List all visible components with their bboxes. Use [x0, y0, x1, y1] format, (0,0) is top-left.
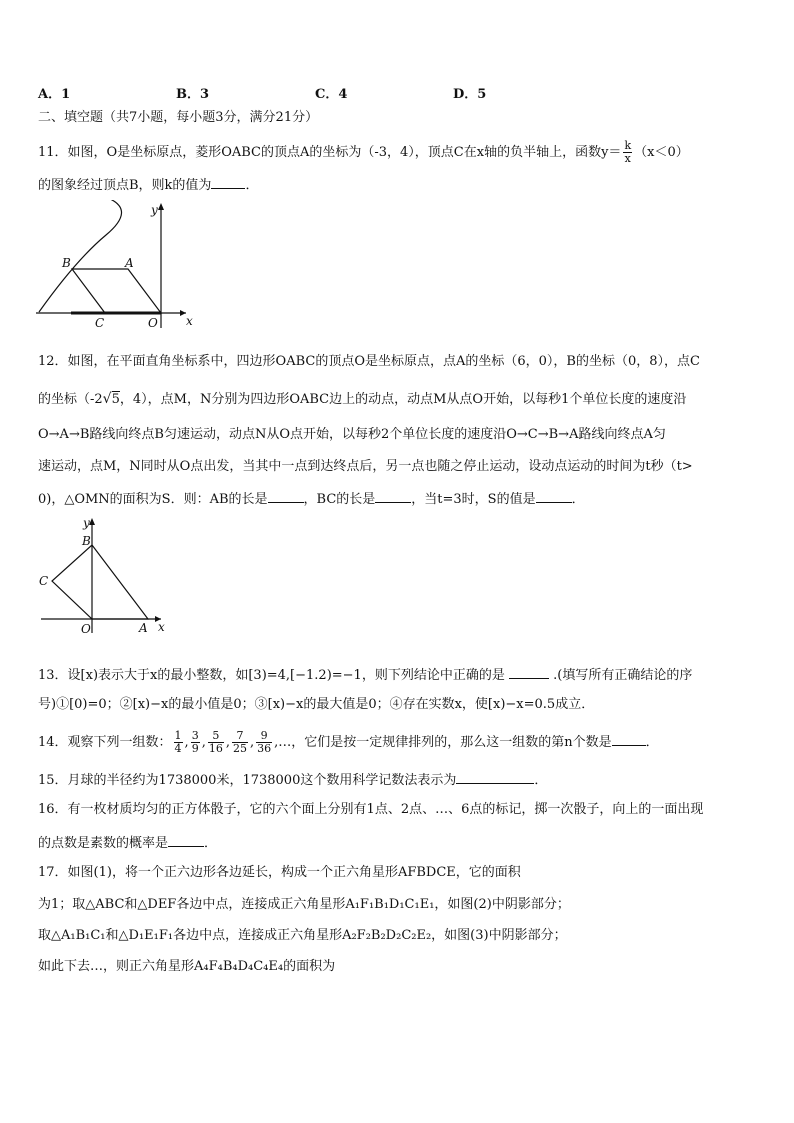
q15-answer-blank[interactable]: [456, 771, 534, 784]
choice-d: D．5: [453, 87, 487, 102]
sqrt-icon: √: [102, 391, 112, 407]
q11-y-arrow-icon: [158, 203, 164, 210]
q16-line2: [38, 834, 217, 853]
section-heading: 二、填空题（共7小题，每小题3分，满分21分）: [38, 110, 319, 125]
q12-line4: 速运动，点M，N同时从O点出发，当其中一点到达终点后，另一点也随之停止运动，设动点运动的时间为t秒（t>: [38, 459, 693, 474]
q14-frac-4: [232, 730, 248, 755]
q12-quadrilateral: [52, 545, 148, 619]
q12-figure: [36, 515, 176, 640]
q12-label-a: A: [139, 621, 148, 635]
q14-frac-4-den: 25: [232, 742, 247, 755]
q14-frac-5-den: 36: [257, 742, 272, 755]
q12-s-blank[interactable]: [536, 490, 572, 503]
q11-answer-blank[interactable]: [211, 176, 245, 189]
q11-line1: [38, 140, 689, 165]
q12-label-x: x: [158, 620, 165, 634]
q11-rhombus: [72, 269, 161, 313]
q13-text1a: 13．设[x)表示大于x的最小整数，如[3)=4,[−1.2)=−1，则下列结论中正确的是: [38, 668, 505, 683]
q11-label-x: x: [186, 314, 193, 328]
q11-frac-num: k: [624, 139, 632, 152]
q11-label-c: C: [95, 316, 105, 330]
q17-line4: 如此下去…，则正六角星形A₄F₄B₄D₄C₄E₄的面积为: [38, 959, 336, 974]
q17-line3: 取△A₁B₁C₁和△D₁E₁F₁各边中点，连接成正六角星形A₂F₂B₂D₂C₂E₂，如图(3)中阴影部分；: [38, 928, 567, 943]
choice-c: C．4: [315, 87, 348, 102]
q14-sep-1: ,: [184, 735, 189, 750]
q12-text5c: ，当t=3时，S的值是: [411, 492, 536, 507]
q16-text2b: ．: [204, 836, 218, 851]
q14-frac-1-num: 1: [174, 729, 182, 742]
q13-line2: 号)①[0)=0；②[x)−x的最小值是0；③[x)−x的最大值是0；④存在实数x，使[x)−x=0.5成立．: [38, 697, 595, 712]
q16-text2a: 的点数是素数的概率是: [38, 836, 169, 851]
q15-line: [38, 771, 547, 790]
q11-line2: [38, 176, 258, 195]
q11-frac-den: x: [624, 152, 631, 165]
q15-text-a: 15．月球的半径约为1738000米，1738000这个数用科学记数法表示为: [38, 773, 457, 788]
q11-label-a: A: [125, 256, 134, 270]
q12-text5b: ，BC的长是: [303, 492, 376, 507]
q11-label-b: B: [62, 256, 71, 270]
q16-answer-blank[interactable]: [168, 834, 204, 847]
q12-label-o: O: [81, 622, 91, 636]
q11-label-y: y: [151, 203, 158, 217]
q14-text-tail: ,…，它们是按一定规律排列的，那么这一组数的第n个数是: [274, 735, 612, 750]
q14-frac-1-den: 4: [174, 742, 182, 755]
q14-frac-2: [191, 730, 200, 755]
q12-text2b: ，4），点M，N分别为四边形OABC边上的动点，动点M从点O开始，以每秒1个单位长度的速度沿: [119, 392, 687, 407]
q11-figure: [36, 200, 196, 330]
q14-line: [38, 728, 659, 758]
q11-hyperbola: [39, 200, 122, 312]
q12-y-arrow-icon: [89, 518, 95, 525]
q12-line2: [38, 390, 686, 409]
q11-text1a: 11．如图，O是坐标原点，菱形OABC的顶点A的坐标为（-3，4），顶点C在x轴的负半轴上，函数y＝: [38, 145, 622, 160]
q14-frac-3-den: 16: [208, 742, 223, 755]
q12-text5a: 0)，△OMN的面积为S．则：AB的长是: [38, 492, 268, 507]
q14-answer-blank[interactable]: [612, 733, 646, 746]
q13-text1b: .(填写所有正确结论的序: [553, 668, 693, 683]
q12-label-c: C: [39, 574, 49, 588]
q17-line1: 17．如图(1)，将一个正六边形各边延长，构成一个正六角星形AFBDCE，它的面积: [38, 865, 521, 880]
q11-label-o: O: [148, 316, 158, 330]
q14-frac-4-num: 7: [232, 730, 248, 743]
q14-sep-2: ,: [201, 735, 206, 750]
q13-line1: [38, 666, 692, 685]
q11-text1b: （x＜0）: [634, 145, 689, 160]
q12-line1: 12．如图，在平面直角坐标系中，四边形OABC的顶点O是坐标原点，点A的坐标（6，0），B的坐标（0，8），点C: [38, 354, 700, 369]
q15-text-b: ．: [534, 773, 548, 788]
q12-bc-blank[interactable]: [375, 490, 411, 503]
q11-text2a: 的图象经过顶点B，则k的值为: [38, 178, 212, 193]
q12-text5d: ．: [571, 492, 585, 507]
q14-frac-1: [174, 730, 183, 755]
q14-frac-5-num: 9: [256, 730, 272, 743]
q14-sep-4: ,: [249, 735, 255, 750]
q13-answer-blank[interactable]: [509, 666, 549, 679]
q14-frac-2-den: 9: [191, 742, 199, 755]
q12-sqrt-value: 5: [111, 392, 120, 407]
q12-line5: [38, 490, 585, 509]
q16-line1: 16．有一枚材质均匀的正方体骰子，它的六个面上分别有1点、2点、…、6点的标记，掷一次骰子，向上的一面出现: [38, 802, 704, 817]
q12-line3: O→A→B路线向终点B匀速运动，动点N从O点开始，以每秒2个单位长度的速度沿O→C→B→A路线向终点A匀: [38, 427, 666, 442]
q12-ab-blank[interactable]: [268, 490, 304, 503]
q12-label-y: y: [83, 516, 90, 530]
q12-label-b: B: [82, 534, 91, 548]
q14-frac-5: [256, 730, 272, 755]
q11-text2b: ．: [245, 178, 259, 193]
q14-sep-3: ,: [225, 735, 230, 750]
q14-frac-3-num: 5: [208, 730, 224, 743]
q11-fraction: [623, 140, 632, 165]
q17-line2: 为1；取△ABC和△DEF各边中点，连接成正六角星形A₁F₁B₁D₁C₁E₁，如图(2)中阴影部分；: [38, 897, 570, 912]
choice-a: A．1: [38, 87, 71, 102]
q14-frac-3: [208, 730, 224, 755]
q12-text2a: 的坐标（-2: [38, 392, 103, 407]
q14-text-end: ．: [645, 735, 659, 750]
q14-frac-2-num: 3: [191, 729, 199, 742]
choice-b: B．3: [176, 87, 210, 102]
q14-text-a: 14．观察下列一组数：: [38, 735, 172, 750]
